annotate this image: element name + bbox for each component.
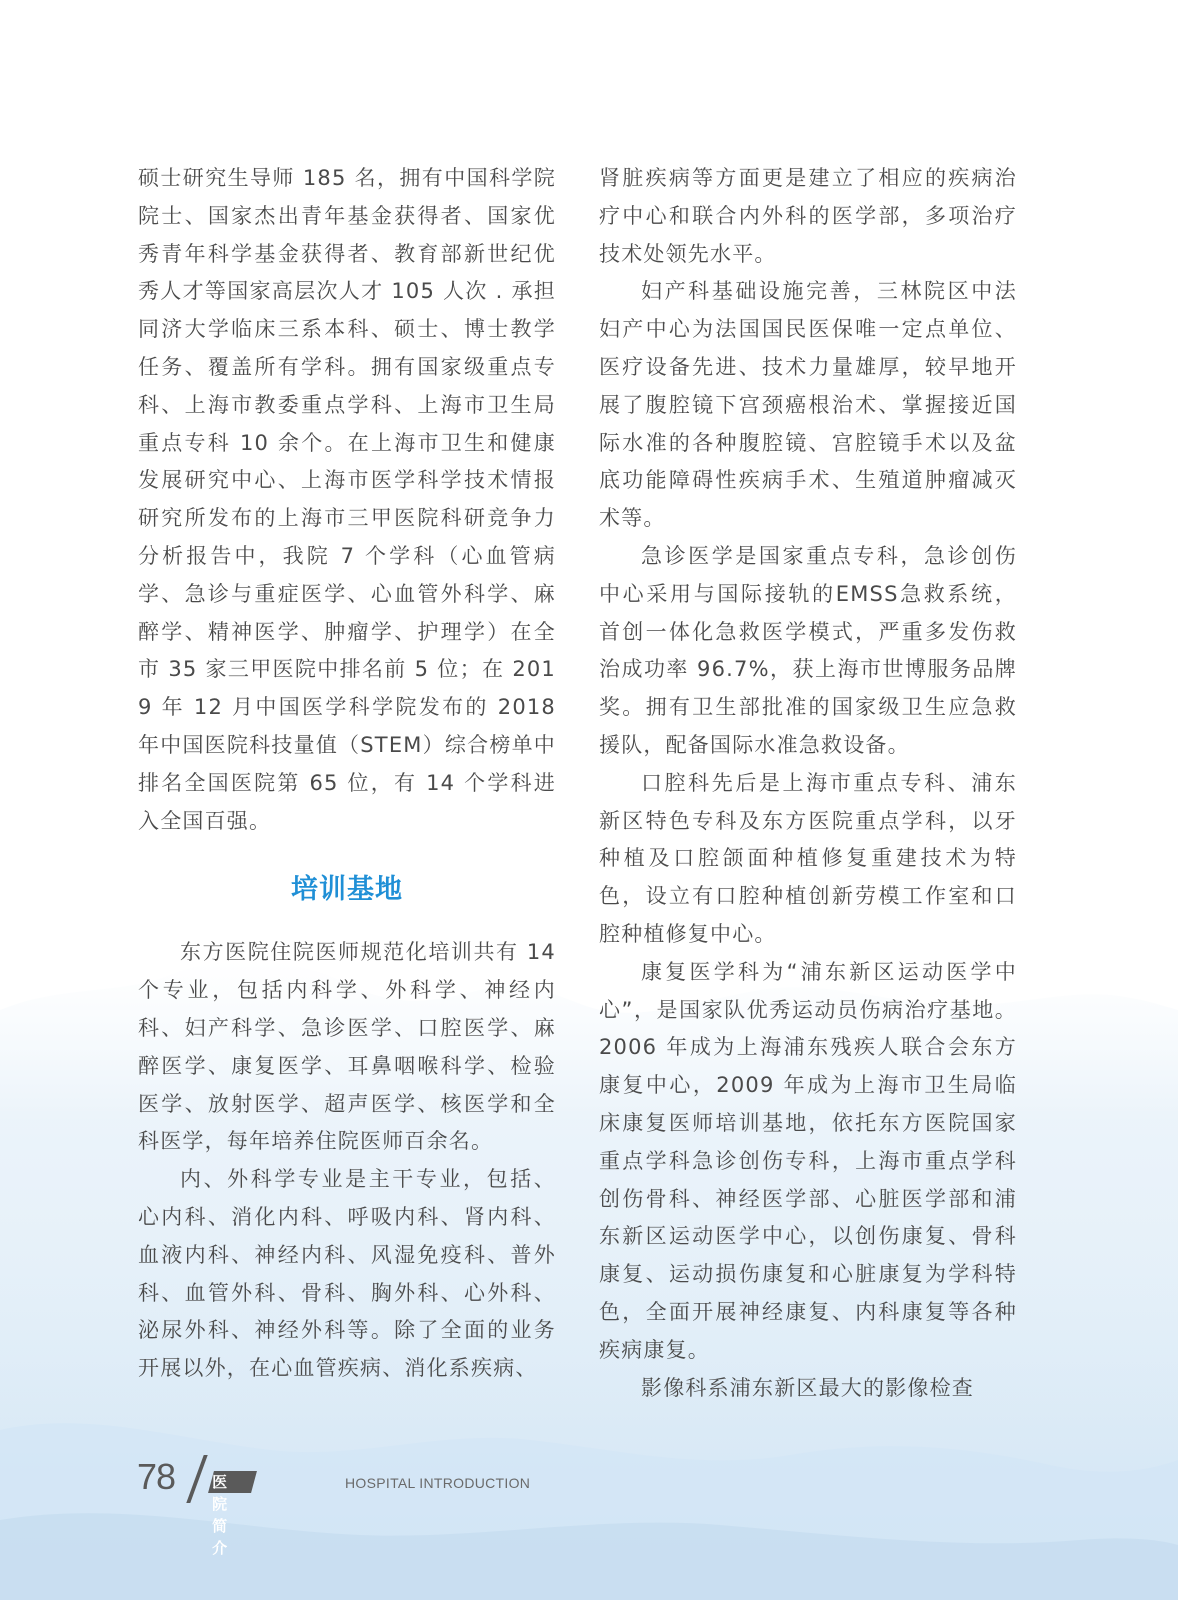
section-heading-training-base: 培训基地 (291, 874, 403, 906)
paragraph-imaging: 影像科系浦东新区最大的影像检查 (641, 1375, 974, 1400)
paragraph-faculty-and-rankings: 硕士研究生导师 185 名，拥有中国科学院院士、国家杰出青年基金获得者、国家优秀青年科学基金获得者、教育部新世纪优秀人才等国家高层次人才 105 人次 . 承担同济大学临床三系本科、硕士、博士教学任务、覆盖所有学科。拥有国家级重点专科、上海市教委重点学科、上海市卫生局重点专科 10 余个。在上海市卫生和健康发展研究中心、上海市医学科学技术情报研究所发布的上海市三甲医院科研竞争力分析报告中，我院 7 个学科（心血管病学、急诊与重症医学、心血管外科学、麻醉学、精神医学、肿瘤学、护理学）在全市 35 家三甲医院中排名前 5 位；在 2019 年 12 月中国医学科学院发布的 2018 年中国医院科技量值（STEM）综合榜单中排名全国医院第 65 位，有 14 个学科进入全国百强。 (138, 166, 556, 833)
paragraph-obstetrics-gynecology: 妇产科基础设施完善，三林院区中法妇产中心为法国国民医保唯一定点单位、医疗设备先进、技术力量雄厚，较早地开展了腹腔镜下宫颈癌根治术、掌握接近国际水准的各种腹腔镜、宫腔镜手术以及盆底功能障碍性疾病手术、生殖道肿瘤减灭术等。 (599, 279, 1017, 531)
footer-section-label: 医院简介 (212, 1473, 230, 1557)
paragraph-stomatology: 口腔科先后是上海市重点专科、浦东新区特色专科及东方医院重点学科，以牙种植及口腔颌面种植修复重建技术为特色，设立有口腔种植创新劳模工作室和口腔种植修复中心。 (599, 770, 1017, 946)
page-number: 78 (137, 1456, 176, 1497)
paragraph-internal-surgery: 内、外科学专业是主干专业，包括、心内科、消化内科、呼吸内科、肾内科、血液内科、神经内科、风湿免疫科、普外科、血管外科、骨科、胸外科、心外科、泌尿外科、神经外科等。除了全面的业务开展以外，在心血管疾病、消化系疾病、 (138, 1167, 556, 1381)
right-column (599, 160, 1017, 1407)
footer-section-label-en: HOSPITAL INTRODUCTION (345, 1475, 531, 1491)
paragraph-training-specialties: 东方医院住院医师规范化培训共有 14 个专业，包括内科学、外科学、神经内科、妇产科学、急诊医学、口腔医学、麻醉医学、康复医学、耳鼻咽喉科学、检验医学、放射医学、超声医学、核医学和全科医学，每年培养住院医师百余名。 (138, 940, 556, 1154)
paragraph-kidney-disease-continuation: 肾脏疾病等方面更是建立了相应的疾病治疗中心和联合内外科的医学部，多项治疗技术处领先水平。 (599, 166, 1017, 266)
left-column (138, 160, 556, 1388)
paragraph-emergency-medicine: 急诊医学是国家重点专科，急诊创伤中心采用与国际接轨的EMSS急救系统，首创一体化急救医学模式，严重多发伤救治成功率 96.7%，获上海市世博服务品牌奖。拥有卫生部批准的国家级卫生应急救援队，配备国际水准急救设备。 (599, 543, 1017, 757)
paragraph-rehabilitation: 康复医学科为“浦东新区运动医学中心”，是国家队优秀运动员伤病治疗基地。2006 年成为上海浦东残疾人联合会东方康复中心，2009 年成为上海市卫生局临床康复医师培训基地，依托东方医院国家重点学科急诊创伤专科，上海市重点学科创伤骨科、神经医学部、心脏医学部和浦东新区运动医学中心，以创伤康复、骨科康复、运动损伤康复和心脏康复为学科特色，全面开展神经康复、内科康复等各种疾病康复。 (599, 959, 1017, 1362)
footer-section-tag (208, 1471, 257, 1557)
